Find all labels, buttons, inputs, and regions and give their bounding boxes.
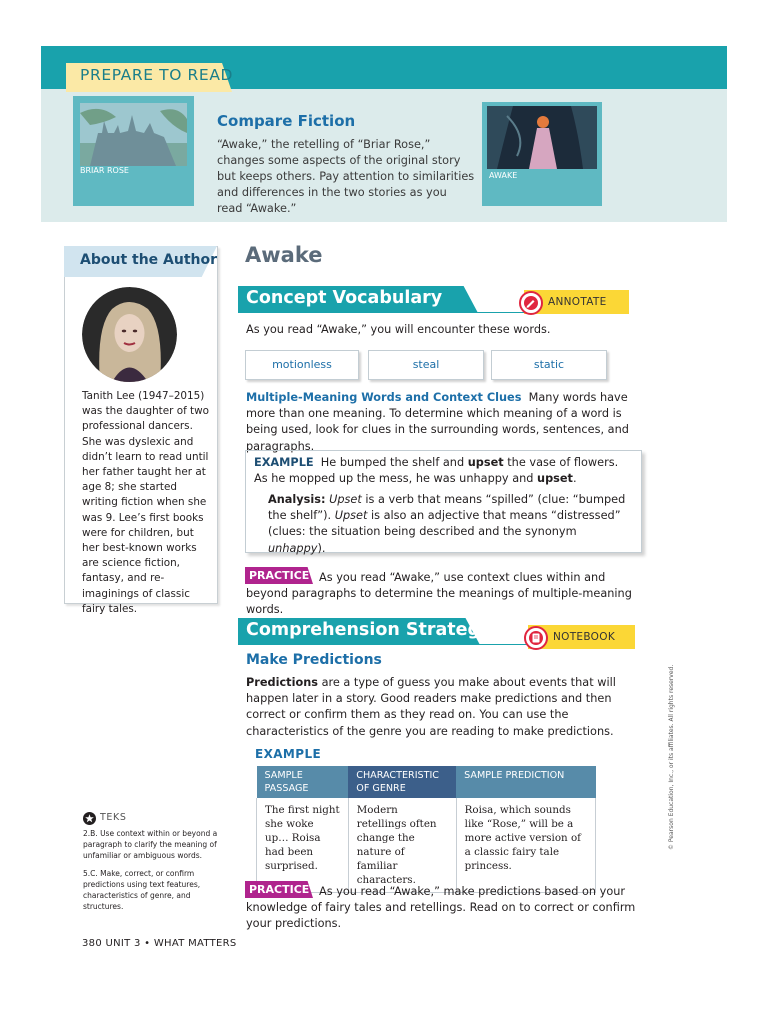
vocab-example-label: EXAMPLE xyxy=(254,456,314,469)
vocab-example-text xyxy=(254,455,634,487)
practice-instructions: As you read “Awake,” make predictions based on your knowledge of fairy tales and retellings. Read on to correct or confirm your predictions. xyxy=(246,885,636,931)
table-header: SAMPLE PREDICTION xyxy=(456,766,595,798)
prediction-example-table xyxy=(256,766,596,893)
analysis-label: Analysis: xyxy=(268,493,326,506)
analysis-text: ). xyxy=(317,541,326,555)
annotate-badge-label: ANNOTATE xyxy=(548,296,607,308)
example-sentence-part: He bumped the shelf and xyxy=(320,456,465,469)
predictions-body: are a type of guess you make about events that will happen later in a story. Good readers make predictions and then correct or confirm them as they read on. You can use the characteristics of the genre you are reading to make predictions. xyxy=(246,676,616,738)
vocab-word-card: steal xyxy=(368,350,484,380)
awake-caption: AWAKE xyxy=(489,171,518,180)
example-keyword: upset xyxy=(467,456,504,469)
analysis-text: is a verb that means “spilled” (clue: “bumped the shelf”). xyxy=(268,493,626,523)
analysis-term: Upset xyxy=(329,493,362,506)
briar-rose-illustration xyxy=(80,103,187,166)
multiple-meaning-heading: Multiple-Meaning Words and Context Clues xyxy=(246,391,522,404)
analysis-text: is also an adjective that means “distressed” (clues: the situation being described and the synonym xyxy=(268,509,621,539)
table-cell: Roisa, which sounds like “Rose,” will be a more active version of a classic fairy tale princess. xyxy=(456,798,595,893)
teks-standard: 5.C. Make, correct, or confirm predictions using text features, characteristics of genre, and structures. xyxy=(83,869,201,911)
notebook-badge-label: NOTEBOOK xyxy=(553,631,616,643)
analysis-term: unhappy xyxy=(268,541,318,555)
teks-label: TEKS xyxy=(100,812,127,823)
predictions-term: Predictions xyxy=(246,676,318,689)
page-footer: 380 UNIT 3 • WHAT MATTERS xyxy=(82,938,237,949)
pencil-circle-icon xyxy=(519,291,543,315)
compare-fiction-title: Compare Fiction xyxy=(217,112,356,130)
awake-illustration xyxy=(487,106,597,169)
example-sentence-part: the vase of flowers. As he mopped up the mess, he was unhappy and xyxy=(254,456,619,486)
example-keyword: upset xyxy=(537,472,573,486)
multiple-meaning-body: Many words have more than one meaning. To determine which meaning of a word is being used, look for clues in the surrounding words, sentences, and paragraphs. xyxy=(246,391,629,453)
teks-star-icon xyxy=(83,812,96,825)
table-header: SAMPLE PASSAGE xyxy=(257,766,349,798)
multiple-meaning-paragraph xyxy=(246,390,634,455)
prepare-to-read-label: PREPARE TO READ xyxy=(80,66,234,84)
predictions-paragraph xyxy=(246,675,630,740)
practice-label: PRACTICE xyxy=(249,883,310,896)
compare-fiction-body: “Awake,” the retelling of “Briar Rose,” changes some aspects of the original story but keeps others. Pay attention to similarities and differences in the two stories as you read “Awake.” xyxy=(217,138,475,215)
analysis-term: Upset xyxy=(334,509,368,523)
author-bio: Tanith Lee (1947–2015) was the daughter of two professional dancers. She was dyslexic and didn’t learn to read until her father taught her at age 8; she started writing fiction when she was 9. Lee’s first books were for children, but her best-known works are science fiction, fantasy, and re-imaginings of classic fairy tales. xyxy=(82,390,209,615)
story-title: Awake xyxy=(245,243,323,267)
table-header: CHARACTERISTIC OF GENRE xyxy=(348,766,456,798)
make-predictions-title: Make Predictions xyxy=(246,652,382,668)
table-cell: The first night she woke up… Roisa had been surprised. xyxy=(257,798,349,893)
table-header-row xyxy=(257,766,596,798)
vocabulary-intro: As you read “Awake,” you will encounter these words. xyxy=(246,323,551,336)
comprehension-strategy-rule xyxy=(240,644,570,645)
notebook-circle-icon xyxy=(524,626,548,650)
vocab-word-card: static xyxy=(491,350,607,380)
table-cell: Modern retellings often change the nature of familiar characters. xyxy=(348,798,456,893)
comprehension-strategy-heading: Comprehension Strategy xyxy=(246,620,492,640)
copyright-notice: © Pearson Education, Inc., or its affiliates. All rights reserved. xyxy=(668,664,675,850)
table-row xyxy=(257,798,596,893)
example-sentence-part: . xyxy=(572,472,577,486)
briar-rose-caption: BRIAR ROSE xyxy=(80,166,129,175)
vocab-word-card: motionless xyxy=(245,350,359,380)
practice-instructions: As you read “Awake,” use context clues within and beyond paragraphs to determine the meanings of multiple-meaning words. xyxy=(246,571,632,617)
vocab-analysis xyxy=(268,492,632,557)
teks-standard: 2.B. Use context within or beyond a paragraph to clarify the meaning of unfamiliar or ambiguous words. xyxy=(83,829,218,860)
concept-vocabulary-heading: Concept Vocabulary xyxy=(246,288,443,308)
author-photo xyxy=(82,287,177,382)
prediction-example-label: EXAMPLE xyxy=(255,747,322,761)
practice-label: PRACTICE xyxy=(249,569,310,582)
about-author-title: About the Author xyxy=(80,252,218,268)
